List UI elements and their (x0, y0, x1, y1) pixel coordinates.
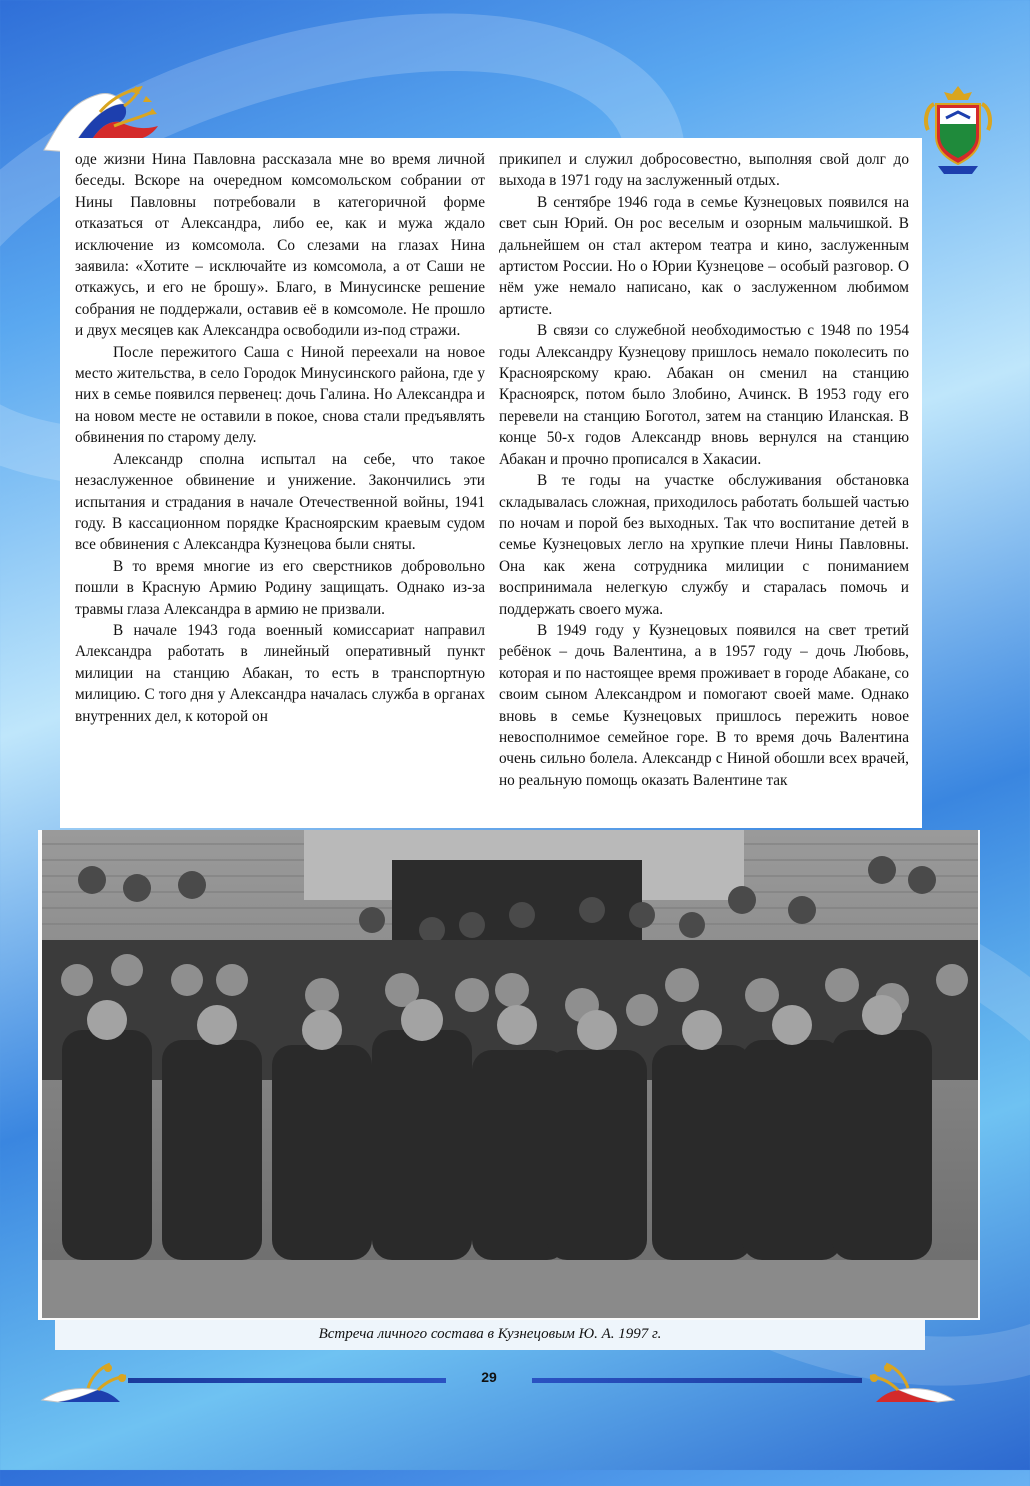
flag-ornament-icon (862, 1360, 958, 1404)
photo-frame (38, 830, 980, 1320)
paragraph: В связи со служебной необходимостью с 1948 по 1954 годы Александру Кузнецову пришлось немало поколесить по Красноярскому краю. Абакан он сменил на станцию Красноярск, потом было Злобино, Ачинск. В 1953 году его перевели на станцию Боготол, затем на станцию Иланская. В конце 50-х годов Александр вновь вернулся на станцию Абакан и прочно прописался в Хакасии. (499, 322, 909, 468)
page-number: 29 (481, 1369, 497, 1385)
flag-ornament-icon (38, 1360, 134, 1404)
paragraph: прикипел и служил добросовестно, выполняя свой долг до выхода в 1971 году на заслуженный отдых. (499, 151, 909, 190)
paragraph: В те годы на участке обслуживания обстановка складывалась сложная, приходилось работать большей частью по ночам и порой без выходных. Так что воспитание детей в семье Кузнецовых легло на хрупкие плечи Нины Павловны. Она как жена сотрудника милиции с пониманием воспринимала нелегкую службу и старалась помочь и поддержать своего мужа. (499, 472, 909, 618)
group-photo (42, 830, 978, 1318)
paragraph: После пережитого Саша с Ниной переехали на новое место жительства, в село Городок Минусинского района, где у них в семье появился первенец: дочь Галина. Но Александра и на новом месте не оставили в покое, снова стали предъявлять обвинения по старому делу. (75, 343, 485, 447)
paragraph: В 1949 году у Кузнецовых появился на свет третий ребёнок – дочь Валентина, а в 1957 году – дочь Любовь, которая и по настоящее время проживает в городе Абакане, со своим сыном Александром и помогают своей маме. Однако вновь в семье Кузнецовых пришлось пережить новое невосполнимое семейное горе. В то время дочь Валентина очень сильно болела. Александр с Ниной обошли всех врачей, но реальную помощь оказать Валентине так (499, 621, 909, 789)
police-emblem-icon (922, 82, 994, 178)
footer-rule-left (128, 1378, 446, 1383)
right-text-column (499, 149, 909, 791)
article-text-panel (60, 138, 922, 828)
caption-bar (55, 1320, 925, 1350)
paragraph: В то время многие из его сверстников добровольно пошли в Красную Армию Родину защищать. Однако из-за травмы глаза Александра в армию не призвали. (75, 557, 485, 618)
paragraph: Александр сполна испытал на себе, что такое незаслуженное обвинение и унижение. Закончились эти испытания и страдания в начале Отечественной войны, 1941 году. В кассационном порядке Красноярским краевым судом все обвинения с Александра Кузнецова были сняты. (75, 450, 485, 554)
left-text-column (75, 149, 485, 727)
paragraph: оде жизни Нина Павловна рассказала мне во время личной беседы. Вскоре на очередном комсомольском собрании от Нины Павловны потребовали в категоричной форме отказаться от Александра, либо ее, как и мужа ждало исключение из комсомола. Со слезами на глазах Нина заявила: «Хотите – исключайте из комсомола, а от Саши не откажусь, и его не брошу». Благо, в Минусинске решение собрания не поддержали, оставив её в комсомоле. Не прошло и двух месяцев как Александра освободили из-под стражи. (75, 151, 485, 340)
footer-rule-right (532, 1378, 862, 1383)
photo-caption: Встреча личного состава в Кузнецовым Ю. А. 1997 г. (318, 1326, 662, 1342)
paragraph: В начале 1943 года военный комиссариат направил Александра работать в линейный оперативный пункт милиции на станцию Абакан, то есть в транспортную милицию. С того дня у Александра началась служба в органах внутренних дел, к которой он (75, 621, 485, 725)
paragraph: В сентябре 1946 года в семье Кузнецовых появился на свет сын Юрий. Он рос веселым и озорным мальчишкой. В дальнейшем он стал актером театра и кино, заслуженным артистом России. Но о Юрии Кузнецове – особый разговор. О нём уже немало написано, как о заслуженном любимом артисте. (499, 193, 909, 318)
